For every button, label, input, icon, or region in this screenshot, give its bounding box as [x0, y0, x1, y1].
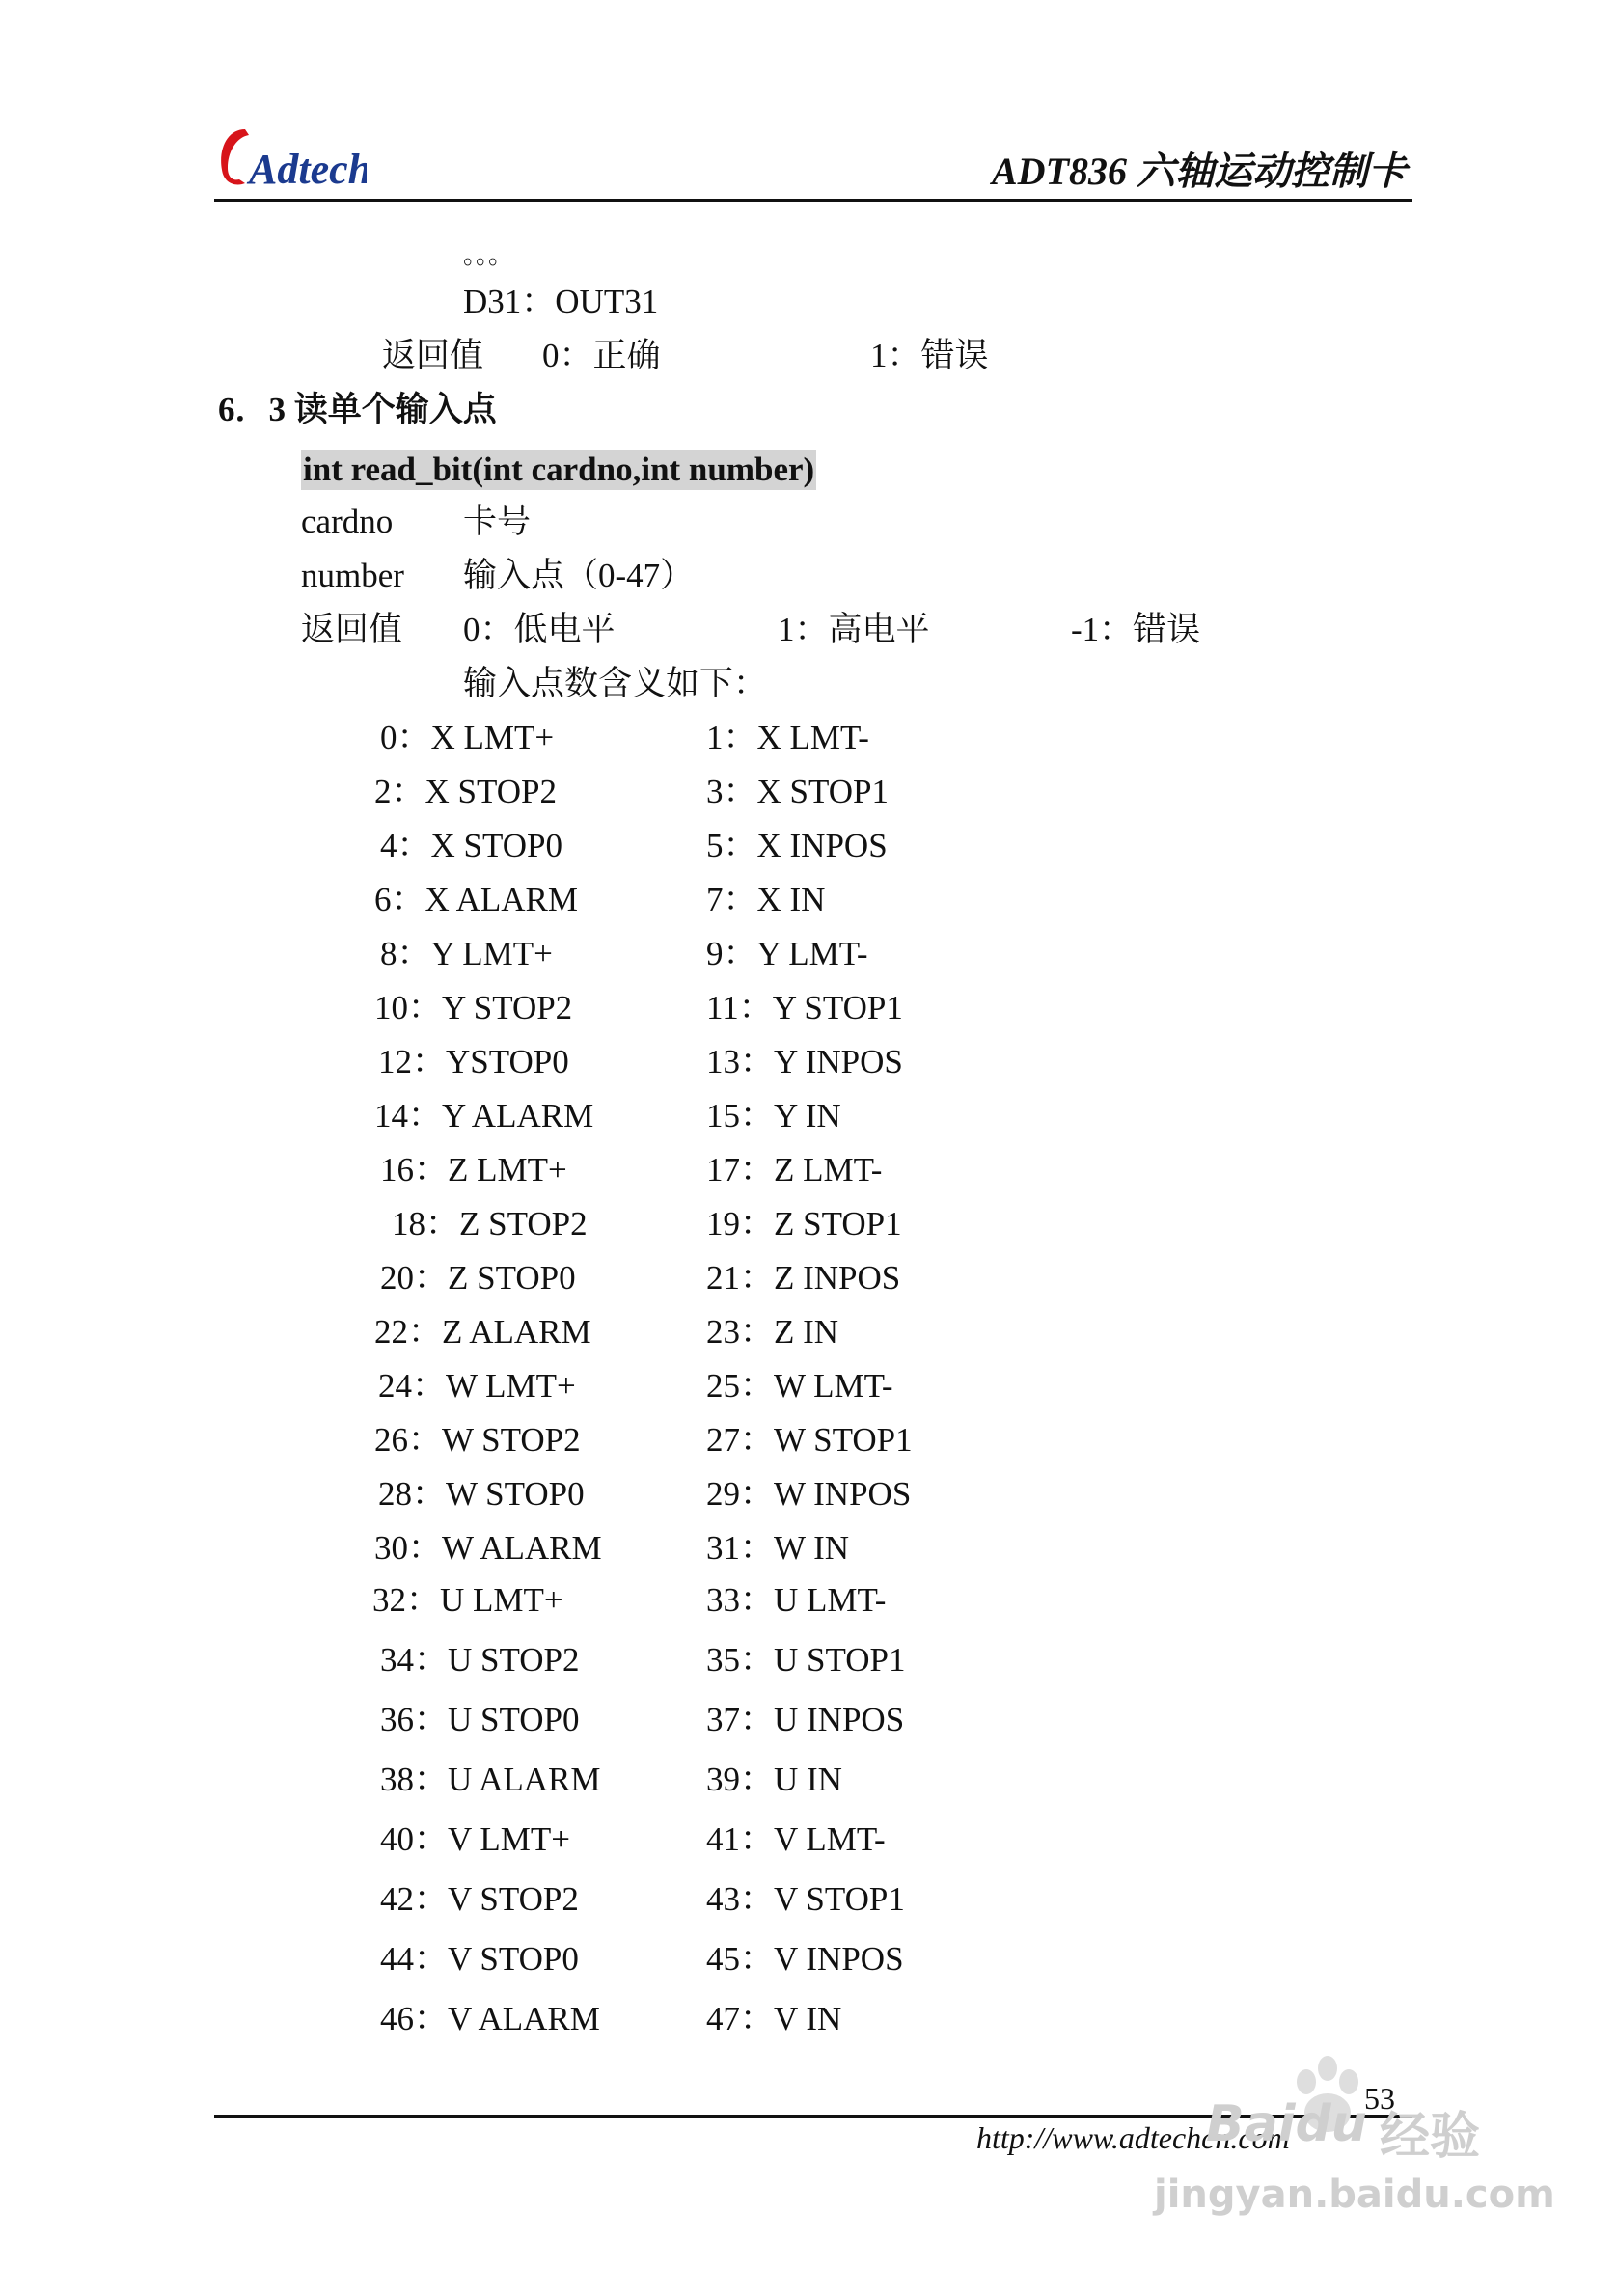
input-entry: 8：Y LMT+: [380, 935, 553, 972]
input-entry: 46：V ALARM: [380, 2000, 600, 2037]
param-desc: 卡号: [463, 503, 532, 540]
input-entry: 12：YSTOP0: [378, 1043, 569, 1080]
input-entry: 45：V INPOS: [706, 1940, 904, 1978]
input-entry: 28：W STOP0: [378, 1475, 585, 1513]
input-entry: 10：Y STOP2: [374, 989, 573, 1026]
input-entry: 34：U STOP2: [380, 1641, 580, 1679]
watermark-domain: jingyan.baidu.com: [1154, 2173, 1555, 2217]
input-entry: 3：X STOP1: [706, 773, 889, 810]
prev-return-0: 0：正确: [542, 337, 661, 374]
input-entry: 31：W IN: [706, 1529, 850, 1567]
input-entry: 9：Y LMT-: [706, 935, 868, 972]
input-entry: 39：U IN: [706, 1761, 842, 1798]
input-entry: 11：Y STOP1: [706, 989, 903, 1026]
ellipsis: 。。。: [463, 241, 514, 269]
prev-return-label: 返回值: [382, 337, 484, 374]
input-entry: 35：U STOP1: [706, 1641, 906, 1679]
param-name: number: [301, 557, 404, 594]
return-label: 返回值: [301, 611, 403, 648]
input-entry: 22：Z ALARM: [374, 1313, 591, 1351]
input-entry: 16：Z LMT+: [380, 1151, 567, 1189]
prev-return-1: 1：错误: [870, 337, 989, 374]
param-name: cardno: [301, 503, 394, 540]
input-entry: 25：W LMT-: [706, 1367, 893, 1405]
return-low: 0：低电平: [463, 611, 616, 648]
input-entry: 7：X IN: [706, 881, 826, 918]
mapping-intro: 输入点数含义如下：: [463, 665, 768, 702]
input-entry: 43：V STOP1: [706, 1880, 905, 1918]
page-number: 53: [1364, 2081, 1395, 2116]
header-rule: [214, 199, 1412, 202]
input-entry: 15：Y IN: [706, 1097, 841, 1134]
return-high: 1：高电平: [778, 611, 930, 648]
input-entry: 26：W STOP2: [374, 1421, 581, 1459]
input-entry: 1：X LMT-: [706, 719, 869, 756]
logo-text: Adtech: [249, 146, 367, 193]
baidu-watermark: [1206, 2053, 1495, 2169]
input-entry: 23：Z IN: [706, 1313, 839, 1351]
input-entry: 18：Z STOP2: [392, 1205, 588, 1243]
input-entry: 20：Z STOP0: [380, 1259, 576, 1297]
input-entry: 37：U INPOS: [706, 1701, 905, 1738]
input-entry: 41：V LMT-: [706, 1820, 886, 1858]
adtech-logo: [216, 125, 367, 193]
input-entry: 14：Y ALARM: [374, 1097, 594, 1134]
input-entry: 36：U STOP0: [380, 1701, 580, 1738]
header-title: ADT836 六轴运动控制卡: [992, 150, 1407, 193]
section-heading: 6．3 读单个输入点: [218, 391, 497, 428]
watermark-service: 经验: [1380, 2108, 1481, 2166]
input-entry: 21：Z INPOS: [706, 1259, 901, 1297]
return-error: -1：错误: [1071, 611, 1201, 648]
footer-url[interactable]: http://www.adtechcn.com: [976, 2120, 1290, 2155]
input-entry: 19：Z STOP1: [706, 1205, 902, 1243]
input-entry: 42：V STOP2: [380, 1880, 579, 1918]
param-desc: 输入点（0-47）: [463, 557, 695, 594]
last-bit-line: D31：OUT31: [463, 283, 659, 320]
input-entry: 32：U LMT+: [372, 1581, 563, 1619]
input-entry: 0：X LMT+: [380, 719, 555, 756]
input-entry: 13：Y INPOS: [706, 1043, 903, 1080]
input-entry: 30：W ALARM: [374, 1529, 602, 1567]
input-entry: 44：V STOP0: [380, 1940, 579, 1978]
function-signature: int read_bit(int cardno,int number): [303, 451, 815, 488]
input-entry: 4：X STOP0: [380, 827, 562, 864]
input-entry: 6：X ALARM: [374, 881, 578, 918]
input-entry: 17：Z LMT-: [706, 1151, 883, 1189]
input-entry: 40：V LMT+: [380, 1820, 571, 1858]
input-entry: 29：W INPOS: [706, 1475, 912, 1513]
input-entry: 47：V IN: [706, 2000, 842, 2037]
input-entry: 2：X STOP2: [374, 773, 557, 810]
input-entry: 27：W STOP1: [706, 1421, 913, 1459]
input-entry: 33：U LMT-: [706, 1581, 887, 1619]
input-entry: 24：W LMT+: [378, 1367, 576, 1405]
input-entry: 38：U ALARM: [380, 1761, 601, 1798]
watermark-brand: Baidu: [1206, 2095, 1367, 2153]
input-entry: 5：X INPOS: [706, 827, 888, 864]
